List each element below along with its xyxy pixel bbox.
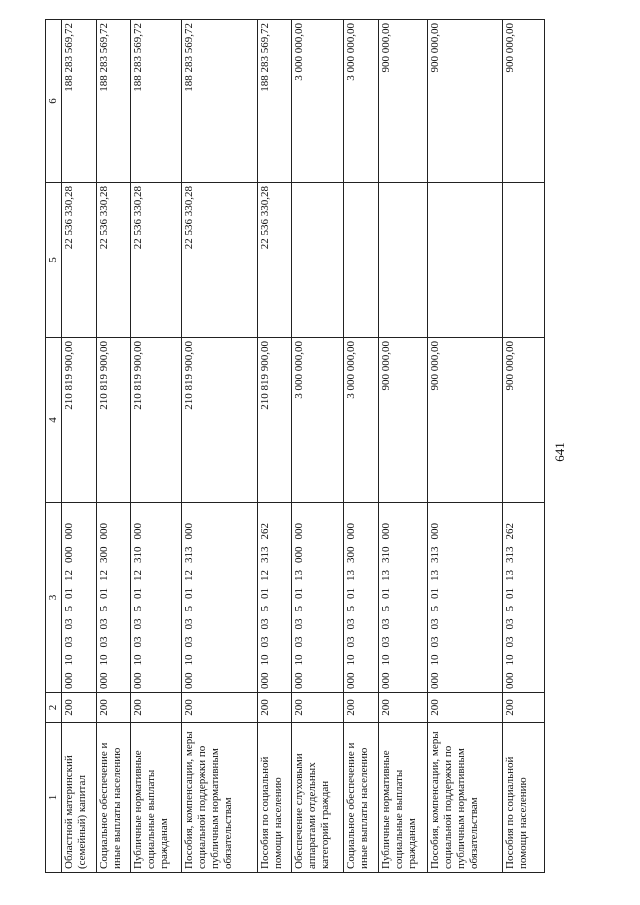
row-executed-amount (343, 183, 378, 338)
kbk-part: 01 (63, 588, 75, 599)
kbk-part: 10 (379, 654, 392, 666)
kbk-part: 12 (97, 570, 110, 581)
row-executed-amount: 22 536 330,28 (181, 183, 257, 338)
kbk-part: 300 (344, 546, 357, 563)
row-approved-amount: 900 000,00 (378, 338, 427, 503)
row-approved-amount: 210 819 900,00 (62, 338, 97, 503)
kbk-part: 13 (344, 570, 357, 581)
kbk-part: 01 (97, 588, 110, 599)
kbk-part: 000 (258, 672, 271, 689)
header-row (46, 20, 62, 873)
kbk-part: 10 (429, 654, 442, 666)
kbk-part: 5 (258, 606, 271, 612)
kbk-part: 000 (293, 672, 306, 689)
kbk-part: 12 (258, 570, 271, 581)
kbk-part: 000 (182, 523, 195, 540)
row-name: Обеспечение слуховыми аппаратами отдельных категорий граждан (292, 723, 344, 873)
kbk-part: 310 (132, 546, 145, 563)
kbk-part: 10 (182, 654, 195, 666)
kbk-part: 000 (97, 672, 110, 689)
row-name: Публичные нормативные социальные выплаты гражданам (131, 723, 182, 873)
kbk-part: 10 (63, 654, 75, 666)
row-kbk-code (343, 503, 378, 693)
row-name: Пособия по социальной помощи населению (502, 723, 544, 873)
kbk-part: 03 (182, 618, 195, 630)
kbk-part: 03 (258, 636, 271, 648)
col-header-4: 4 (46, 338, 62, 503)
kbk-part: 03 (429, 636, 442, 648)
kbk-part: 5 (182, 606, 195, 612)
kbk-part: 310 (379, 546, 392, 563)
kbk-part: 03 (293, 636, 306, 648)
kbk-part: 10 (132, 654, 145, 666)
row-code: 200 (428, 693, 503, 723)
kbk-part: 000 (293, 546, 306, 563)
row-approved-amount: 3 000 000,00 (292, 338, 344, 503)
row-executed-amount: 22 536 330,28 (96, 183, 131, 338)
rotated-page (45, 20, 545, 873)
table-row (428, 20, 503, 873)
kbk-part: 5 (63, 606, 75, 612)
row-kbk-code (62, 503, 97, 693)
kbk-part: 12 (182, 570, 195, 581)
kbk-part: 5 (379, 606, 392, 612)
table-row (378, 20, 427, 873)
kbk-part: 5 (429, 606, 442, 612)
kbk-part: 03 (379, 636, 392, 648)
row-approved-amount: 210 819 900,00 (181, 338, 257, 503)
row-code: 200 (502, 693, 544, 723)
table-row (502, 20, 544, 873)
kbk-part: 000 (344, 523, 357, 540)
kbk-part: 10 (97, 654, 110, 666)
row-code: 200 (62, 693, 97, 723)
budget-table (45, 19, 545, 873)
kbk-part: 5 (132, 606, 145, 612)
kbk-part: 13 (503, 570, 516, 581)
kbk-part: 000 (429, 523, 442, 540)
row-kbk-code (292, 503, 344, 693)
col-header-6: 6 (46, 20, 62, 183)
row-code: 200 (181, 693, 257, 723)
row-remaining-amount: 188 283 569,72 (96, 20, 131, 183)
kbk-part: 000 (97, 523, 110, 540)
row-executed-amount (292, 183, 344, 338)
row-remaining-amount: 3 000 000,00 (292, 20, 344, 183)
row-name: Социальное обеспечение и иные выплаты населению (96, 723, 131, 873)
kbk-part: 13 (379, 570, 392, 581)
kbk-part: 12 (63, 570, 75, 581)
kbk-part: 03 (97, 618, 110, 630)
kbk-part: 03 (344, 618, 357, 630)
kbk-part: 03 (182, 636, 195, 648)
row-executed-amount: 22 536 330,28 (131, 183, 182, 338)
kbk-part: 000 (344, 672, 357, 689)
kbk-part: 10 (503, 654, 516, 666)
kbk-part: 01 (293, 588, 306, 599)
row-name: Социальное обеспечение и иные выплаты населению (343, 723, 378, 873)
kbk-part: 262 (258, 523, 271, 540)
row-executed-amount: 22 536 330,28 (62, 183, 97, 338)
kbk-part: 5 (97, 606, 110, 612)
row-kbk-code (181, 503, 257, 693)
row-kbk-code (257, 503, 292, 693)
kbk-part: 000 (132, 672, 145, 689)
kbk-part: 03 (293, 618, 306, 630)
row-remaining-amount: 188 283 569,72 (257, 20, 292, 183)
kbk-part: 000 (503, 672, 516, 689)
kbk-part: 000 (379, 672, 392, 689)
table-row (96, 20, 131, 873)
row-code: 200 (257, 693, 292, 723)
page-number: 641 (552, 442, 567, 462)
table-row (343, 20, 378, 873)
kbk-part: 262 (503, 523, 516, 540)
kbk-part: 03 (503, 636, 516, 648)
kbk-part: 01 (258, 588, 271, 599)
table-row (181, 20, 257, 873)
row-remaining-amount: 900 000,00 (428, 20, 503, 183)
kbk-part: 03 (132, 636, 145, 648)
kbk-part: 300 (97, 546, 110, 563)
row-kbk-code (428, 503, 503, 693)
kbk-part: 313 (503, 546, 516, 563)
row-kbk-code (502, 503, 544, 693)
row-name: Публичные нормативные социальные выплаты гражданам (378, 723, 427, 873)
kbk-part: 03 (503, 618, 516, 630)
row-name: Областной материнский (семейный) капитал (62, 723, 97, 873)
table-row (292, 20, 344, 873)
kbk-part: 01 (182, 588, 195, 599)
kbk-part: 03 (132, 618, 145, 630)
kbk-part: 03 (379, 618, 392, 630)
col-header-5: 5 (46, 183, 62, 338)
row-name: Пособия, компенсации, меры социальной поддержки по публичным нормативным обязательствам (181, 723, 257, 873)
col-header-3: 3 (46, 503, 62, 693)
kbk-part: 01 (503, 588, 516, 599)
kbk-part: 000 (132, 523, 145, 540)
kbk-part: 000 (293, 523, 306, 540)
row-executed-amount (502, 183, 544, 338)
kbk-part: 10 (293, 654, 306, 666)
kbk-part: 000 (63, 523, 75, 540)
row-code: 200 (96, 693, 131, 723)
kbk-part: 000 (63, 546, 75, 563)
col-header-1: 1 (46, 723, 62, 873)
row-name: Пособия по социальной помощи населению (257, 723, 292, 873)
row-approved-amount: 3 000 000,00 (343, 338, 378, 503)
table-row (257, 20, 292, 873)
kbk-part: 000 (63, 672, 75, 689)
row-approved-amount: 900 000,00 (428, 338, 503, 503)
row-remaining-amount: 188 283 569,72 (62, 20, 97, 183)
row-remaining-amount: 188 283 569,72 (181, 20, 257, 183)
kbk-part: 01 (132, 588, 145, 599)
kbk-part: 000 (182, 672, 195, 689)
row-executed-amount: 22 536 330,28 (257, 183, 292, 338)
kbk-part: 10 (258, 654, 271, 666)
row-code: 200 (292, 693, 344, 723)
row-kbk-code (378, 503, 427, 693)
table-body (62, 20, 545, 873)
row-remaining-amount: 188 283 569,72 (131, 20, 182, 183)
row-kbk-code (96, 503, 131, 693)
kbk-part: 313 (258, 546, 271, 563)
row-name: Пособия, компенсации, меры социальной поддержки по публичным нормативным обязательствам (428, 723, 503, 873)
kbk-part: 000 (379, 523, 392, 540)
kbk-part: 5 (503, 606, 516, 612)
kbk-part: 000 (429, 672, 442, 689)
kbk-part: 03 (63, 618, 75, 630)
kbk-part: 10 (344, 654, 357, 666)
row-executed-amount (428, 183, 503, 338)
row-approved-amount: 210 819 900,00 (257, 338, 292, 503)
row-remaining-amount: 3 000 000,00 (343, 20, 378, 183)
kbk-part: 12 (132, 570, 145, 581)
kbk-part: 03 (429, 618, 442, 630)
kbk-part: 03 (344, 636, 357, 648)
kbk-part: 13 (429, 570, 442, 581)
row-code: 200 (131, 693, 182, 723)
kbk-part: 03 (258, 618, 271, 630)
col-header-2: 2 (46, 693, 62, 723)
kbk-part: 01 (429, 588, 442, 599)
table-row (62, 20, 97, 873)
kbk-part: 03 (97, 636, 110, 648)
row-executed-amount (378, 183, 427, 338)
row-kbk-code (131, 503, 182, 693)
kbk-part: 01 (379, 588, 392, 599)
kbk-part: 313 (429, 546, 442, 563)
kbk-part: 01 (344, 588, 357, 599)
row-approved-amount: 210 819 900,00 (131, 338, 182, 503)
row-remaining-amount: 900 000,00 (502, 20, 544, 183)
row-approved-amount: 900 000,00 (502, 338, 544, 503)
kbk-part: 5 (344, 606, 357, 612)
table-row (131, 20, 182, 873)
row-remaining-amount: 900 000,00 (378, 20, 427, 183)
row-approved-amount: 210 819 900,00 (96, 338, 131, 503)
row-code: 200 (378, 693, 427, 723)
kbk-part: 03 (63, 636, 75, 648)
kbk-part: 5 (293, 606, 306, 612)
kbk-part: 313 (182, 546, 195, 563)
row-code: 200 (343, 693, 378, 723)
kbk-part: 13 (293, 570, 306, 581)
